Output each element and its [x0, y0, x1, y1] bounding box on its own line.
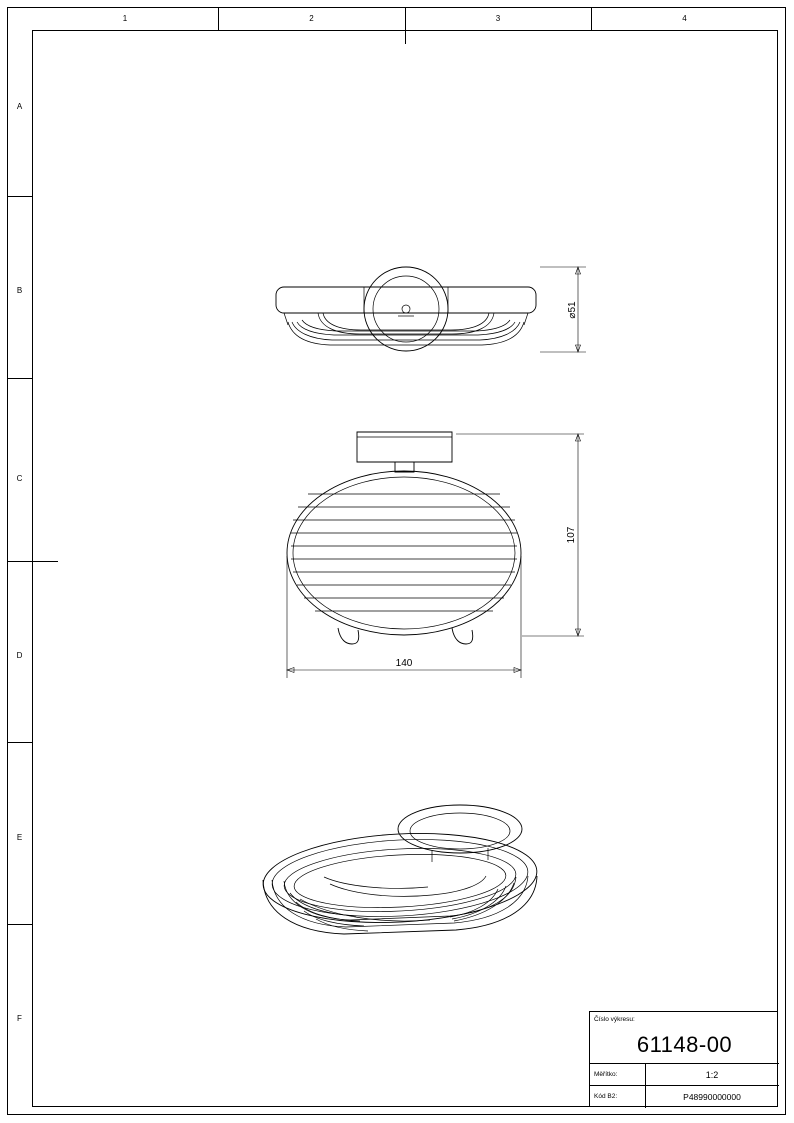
- title-block-code-row: [590, 1086, 779, 1108]
- scale-label: Měřítko:: [594, 1071, 618, 1078]
- row-zone-a: A: [16, 102, 23, 111]
- sheet-inner-border: [32, 30, 778, 1107]
- title-block: [589, 1011, 778, 1107]
- drawing-number-value: 61148-00: [636, 1032, 733, 1057]
- column-divider-1: [218, 7, 219, 30]
- dim-height-label: 107: [566, 526, 577, 544]
- scale-value: 1:2: [705, 1070, 719, 1080]
- row-zone-d: D: [16, 651, 23, 660]
- row-zone-c: C: [16, 474, 23, 483]
- column-zone-3: 3: [495, 14, 501, 23]
- row-divider-de: [7, 742, 32, 743]
- row-divider-ab: [7, 196, 32, 197]
- center-left-tick: [32, 561, 58, 562]
- row-divider-cd: [7, 561, 32, 562]
- row-zone-f: F: [17, 1014, 22, 1023]
- title-block-separator: [645, 1064, 646, 1108]
- column-zone-4: 4: [682, 14, 687, 23]
- code-value: P48990000000: [683, 1092, 741, 1102]
- dim-width-label: 140: [395, 658, 413, 669]
- title-block-drawing-number-row: [590, 1012, 779, 1064]
- title-block-scale-row: [590, 1064, 779, 1086]
- row-zone-b: B: [16, 286, 23, 295]
- column-zone-2: 2: [309, 14, 314, 23]
- column-zone-1: 1: [122, 14, 128, 23]
- row-divider-ef: [7, 924, 32, 925]
- code-label: Kód B2:: [594, 1093, 618, 1100]
- row-zone-e: E: [16, 833, 23, 842]
- row-divider-bc: [7, 378, 32, 379]
- drawing-number-label: Číslo výkresu:: [594, 1016, 635, 1023]
- column-divider-3: [591, 7, 592, 30]
- center-top-tick: [405, 30, 406, 44]
- dim-diameter-label: ⌀51: [567, 301, 578, 319]
- column-divider-2: [405, 7, 406, 30]
